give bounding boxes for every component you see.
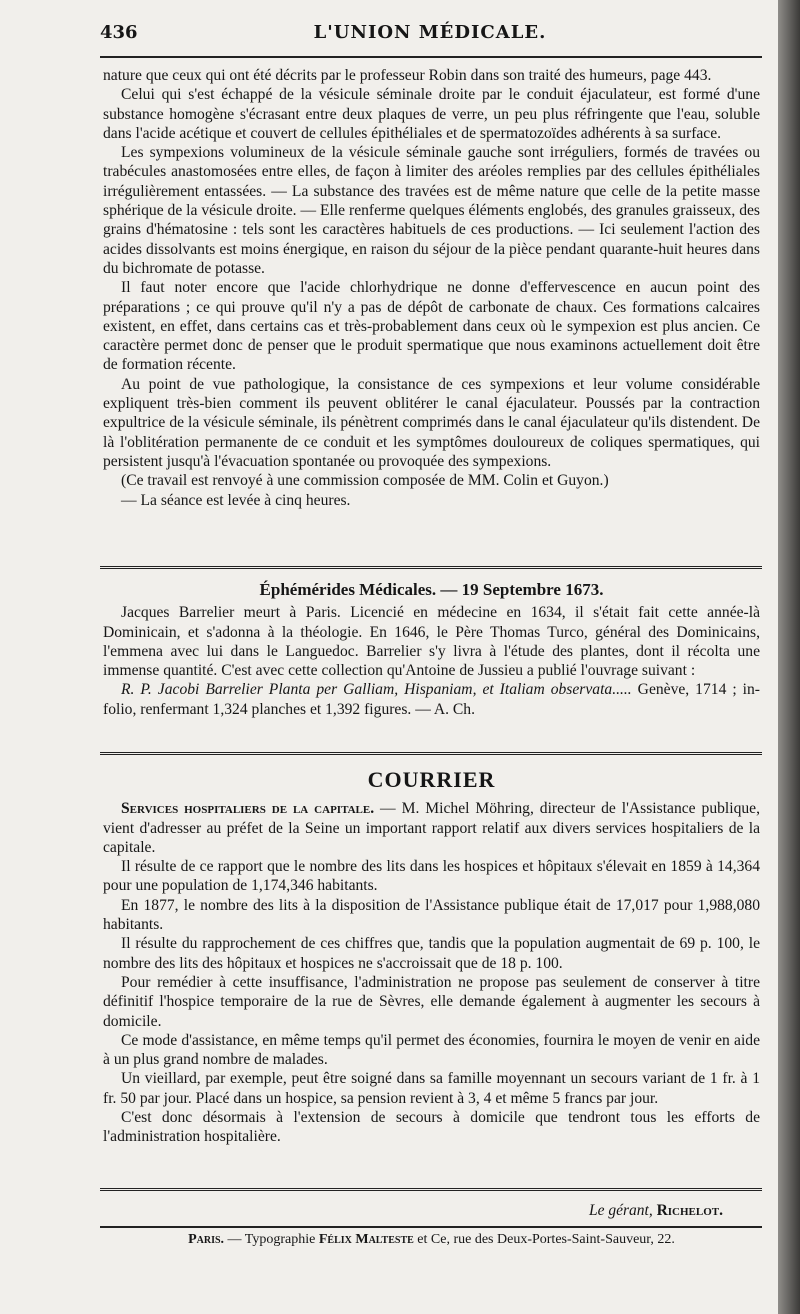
ephemerides-section [103, 580, 760, 719]
ephemerides-paragraph: Jacques Barrelier meurt à Paris. Licencié en médecine en 1634, il s'était fait cette année-là Dominicain, et s'adonna à la théologie. En 1646, le Père Thomas Turco, général des Dominicains, l'emmena avec lui dans le Languedoc. Barrelier s'y livra à l'étude des plantes, dont il récolta une immense quantité. C'est avec cette collection qu'Antoine de Jussieu a publié l'ouvrage suivant : [103, 604, 760, 680]
article-paragraph: Les sympexions volumineux de la vésicule séminale gauche sont irréguliers, formés de travées ou trabécules anastomosées entre elles, de façon à limiter des aréoles remplies par des cellules épithéliales irrégulièrement entassées. — La substance des travées est de même nature que celle de la petite masse sphérique de la vésicule droite. — Elle renferme quelques éléments englobés, des granules graisseux, des grains d'hématosine : tels sont les caractères habituels de ces productions. — Ici seulement l'action des acides dissolvants est moins énergique, en raison du séjour de la pièce pendant quarante-huit heures dans du bichromate de potasse. [103, 144, 760, 277]
courrier-paragraph: Il résulte du rapprochement de ces chiffres que, tandis que la population augmentait de 69 p. 100, le nombre des lits des hôpitaux et hospices ne s'accroissait que de 18 p. 100. [103, 935, 760, 972]
page-edge-shadow [778, 0, 800, 1314]
footer-rule [100, 1188, 762, 1191]
courrier-section [103, 767, 761, 1147]
article-paragraph: Au point de vue pathologique, la consistance de ces sympexions et leur volume considérable expliquent très-bien comment ils peuvent oblitérer le canal éjaculateur. Poussés par la contraction expultrice de la vésicule séminale, ils pénètrent comprimés dans le canal éjaculateur qu'ils distendent. De là l'oblitération permanente de ce conduit et les symptômes douloureux de coliques spermatiques, qui persistent jusqu'à l'évacuation spontanée ou provoquée des sympexions. [103, 375, 760, 470]
signature [103, 1202, 723, 1220]
ephemerides-title [103, 580, 760, 599]
courrier-title: COURRIER [367, 767, 496, 792]
section-rule [100, 566, 762, 569]
article-paragraph: — La séance est levée à cinq heures. [121, 491, 351, 509]
courrier-paragraph: En 1877, le nombre des lits à la disposition de l'Assistance publique était de 17,017 pour 1,988,080 habitants. [103, 896, 760, 934]
courrier-lead-heading: Services hospitaliers de la capitale. [121, 800, 375, 818]
printer-name: Félix Malteste [318, 1232, 414, 1247]
courrier-paragraph: C'est donc désormais à l'extension de secours à domicile que tendront tous les efforts de l'administration hospitalière. [103, 1109, 760, 1146]
journal-title: L'UNION MÉDICALE. [313, 22, 547, 43]
article-paragraph: (Ce travail est renvoyé à une commission composée de MM. Colin et Guyon.) [121, 472, 609, 490]
printer-address: et Ce, rue des Deux-Portes-Saint-Sauveur, 22. [413, 1232, 675, 1247]
courrier-paragraph: Il résulte de ce rapport que le nombre des lits dans les hospices et hôpitaux s'élevait en 1859 à 14,364 pour une population de 1,174,346 habitants. [103, 858, 760, 895]
section-rule [100, 752, 762, 755]
article-paragraph: Il faut noter encore que l'acide chlorhydrique ne donne d'effervescence en aucun point des préparations ; ce qui prouve qu'il n'y a pas de dépôt de carbonate de chaux. Ces formations calcaires existent, en effet, dans certains cas et très-probablement dans ceux où le sympexion est plus ancien. Ce caractère permet donc de penser que le produit spermatique que nous examinons actuellement doit être de formation récente. [103, 279, 760, 374]
page-number: 436 [100, 22, 138, 43]
courrier-paragraph: Pour remédier à cette insuffisance, l'administration ne propose pas seulement de conserver à titre définitif l'hospice temporaire de la rue de Sèvres, elle demande également à augmenter les secours à domicile. [103, 973, 760, 1030]
ephemerides-title-bold: Éphémérides Médicales. [259, 580, 437, 599]
printer-line [103, 1232, 760, 1248]
article-paragraph: nature que ceux qui ont été décrits par le professeur Robin dans son traité des humeurs, page 443. [103, 67, 712, 84]
page-header [100, 20, 760, 50]
printer-city: Paris. [188, 1232, 225, 1247]
signature-name: Richelot. [656, 1202, 723, 1219]
ephemerides-citation [103, 680, 760, 719]
article-body [103, 66, 760, 510]
printer-rule [100, 1226, 762, 1228]
courrier-paragraph: Un vieillard, par exemple, peut être soigné dans sa famille moyennant un secours variant de 1 fr. à 1 fr. 50 par jour. Placé dans un hospice, sa pension revient à 3, 4 et même 5 francs par jour. [103, 1070, 760, 1107]
courrier-paragraph: Ce mode d'assistance, en même temps qu'il permet des économies, fournira le moyen de venir en aide à un plus grand nombre de malades. [103, 1031, 760, 1069]
courrier-lead-text: — M. Michel Möhring, directeur de l'Assistance publique, vient d'adresser au préfet de la Seine un important rapport relatif aux divers services hospitaliers de la capitale. [103, 800, 761, 856]
printer-text: — Typographie [224, 1232, 319, 1247]
header-rule [100, 56, 762, 58]
signature-label: Le gérant, [588, 1202, 653, 1219]
article-paragraph: Celui qui s'est échappé de la vésicule séminale droite par le conduit éjaculateur, est formé d'une substance homogène s'écrasant entre deux plaques de verre, un peu plus réfringente que l'eau, soluble dans l'acide acétique et couvert de cellules épithéliales et de spermatozoïdes adhérents à sa surface. [103, 86, 760, 142]
citation-title: R. P. Jacobi Barrelier Planta per Galliam, Hispaniam, et Italiam observata..... [121, 681, 632, 699]
citation-details: Genève, 1714 ; in-folio, renfermant 1,324 planches et 1,392 figures. — A. Ch. [103, 681, 760, 718]
ephemerides-date: — 19 Septembre 1673. [436, 580, 604, 599]
courrier-lead [103, 799, 760, 857]
